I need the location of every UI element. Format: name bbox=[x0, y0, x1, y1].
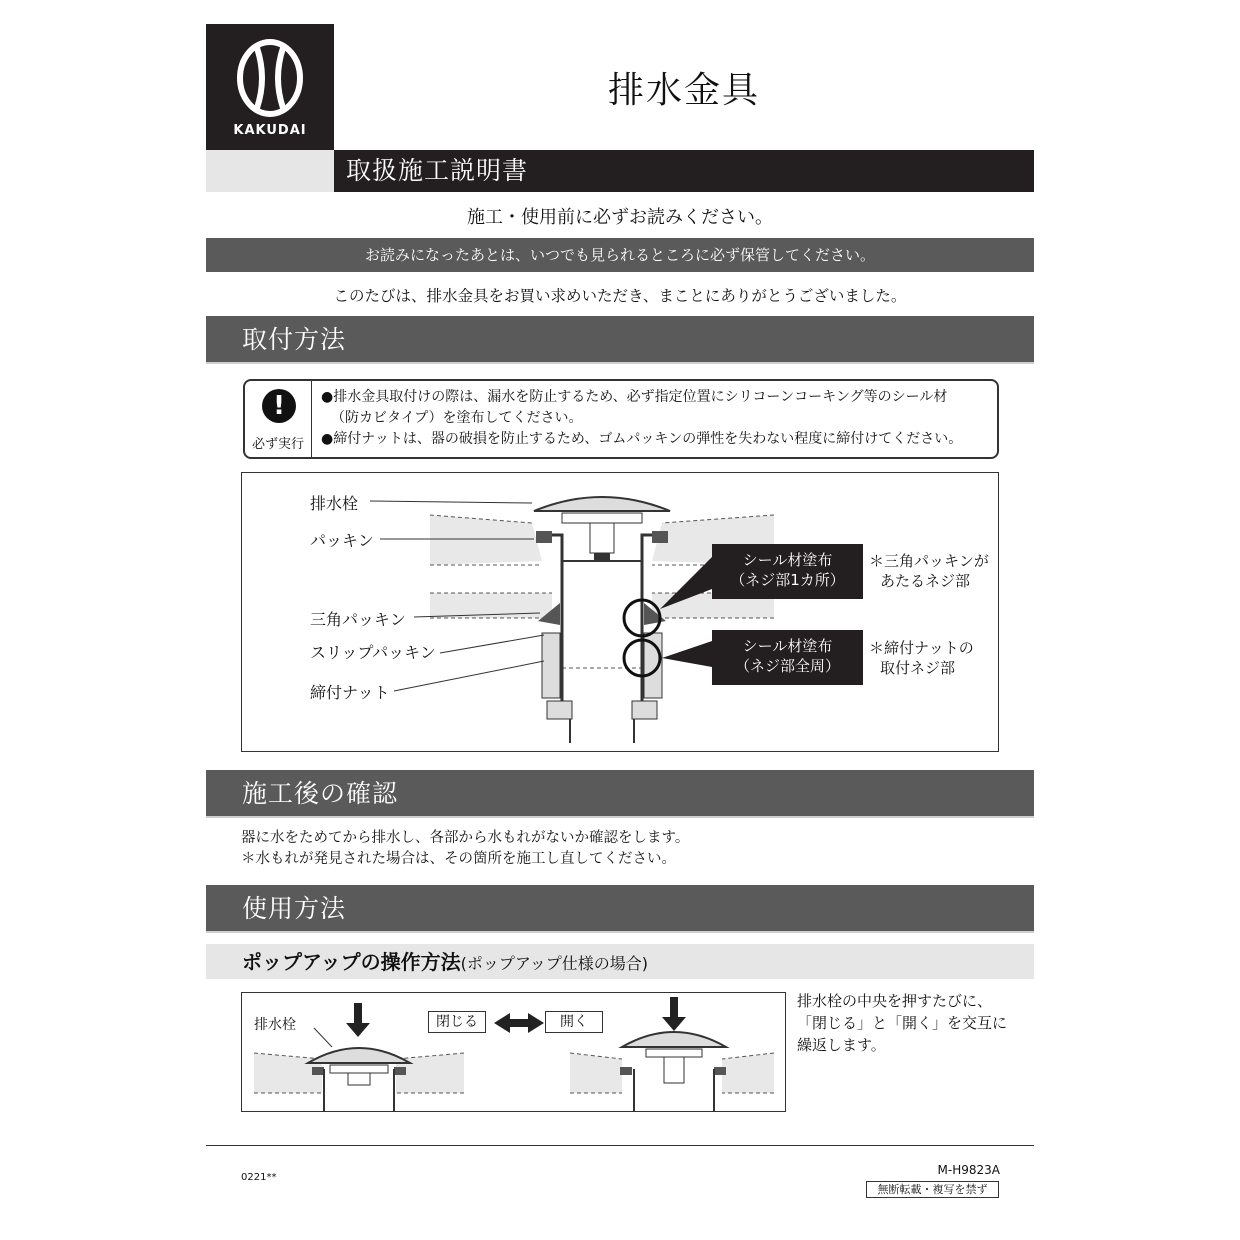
logo-mark-icon bbox=[235, 38, 305, 118]
note-line: あたるネジ部 bbox=[880, 572, 971, 590]
caution-box bbox=[243, 379, 999, 459]
keep-notice-bar: お読みになったあとは、いつでも見られるところに必ず保管してください。 bbox=[206, 238, 1034, 272]
desc-line: 「閉じる」と「開く」を交互に bbox=[797, 1014, 1008, 1032]
callout-line: シール材塗布 bbox=[742, 637, 833, 655]
check-line: ＊水もれが発見された場合は、その箇所を施工し直してください。 bbox=[241, 851, 676, 867]
sealant-callout-full-thread bbox=[712, 630, 863, 685]
thanks-text: このたびは、排水金具をお買い求めいただき、まことにありがとうございました。 bbox=[333, 287, 907, 305]
caution-line: ●排水金具取付けの際は、漏水を防止するため、必ず指定位置にシリコーンコーキング等のシール材 bbox=[321, 389, 948, 405]
popup-sub-heading bbox=[206, 944, 1034, 979]
label-triangle-packing: 三角パッキン bbox=[310, 610, 406, 629]
callout-line: （ネジ部1カ所） bbox=[730, 571, 845, 589]
document-title-bar: 取扱施工説明書 bbox=[334, 150, 1034, 192]
desc-line: 繰返します。 bbox=[797, 1036, 886, 1054]
section-check-heading: 施工後の確認 bbox=[206, 770, 1034, 816]
popup-diagram bbox=[241, 992, 786, 1112]
popup-description bbox=[797, 990, 1007, 1056]
callout-line: シール材塗布 bbox=[742, 551, 833, 569]
installation-diagram bbox=[241, 472, 999, 752]
popup-plug-label: 排水栓 bbox=[254, 1017, 296, 1033]
label-tightening-nut: 締付ナット bbox=[310, 683, 390, 702]
footer-divider bbox=[206, 1145, 1034, 1146]
note-nut-thread bbox=[869, 638, 974, 678]
label-drain-plug: 排水栓 bbox=[310, 494, 359, 513]
logo-text: KAKUDAI bbox=[233, 123, 307, 138]
print-code: 0221** bbox=[241, 1172, 277, 1183]
title-bar-accent bbox=[206, 150, 334, 192]
callout-line: （ネジ部全周） bbox=[734, 657, 840, 675]
check-text bbox=[241, 828, 689, 870]
product-title: 排水金具 bbox=[607, 70, 760, 111]
section-usage-heading: 使用方法 bbox=[206, 885, 1034, 931]
read-notice: 施工・使用前に必ずお読みください。 bbox=[467, 207, 773, 228]
section-install-heading: 取付方法 bbox=[206, 316, 1034, 362]
note-line: 取付ネジ部 bbox=[880, 659, 956, 677]
sub-heading-main: ポップアップの操作方法 bbox=[242, 950, 461, 974]
must-do-label: 必ず実行 bbox=[251, 437, 304, 452]
note-triangle-thread bbox=[869, 551, 989, 591]
caution-line: （防カビタイプ）を塗布してください。 bbox=[331, 410, 583, 426]
note-line: ＊三角パッキンが bbox=[869, 552, 989, 570]
label-packing: パッキン bbox=[310, 531, 374, 550]
sealant-callout-one-spot bbox=[712, 544, 863, 599]
sub-heading-paren: (ポップアップ仕様の場合) bbox=[460, 954, 648, 973]
copyright-notice: 無断転載・複写を禁ず bbox=[866, 1181, 999, 1198]
note-line: ＊締付ナットの bbox=[869, 639, 974, 657]
label-slip-packing: スリップパッキン bbox=[310, 643, 436, 662]
close-label: 閉じる bbox=[428, 1011, 486, 1033]
document-number: M-H9823A bbox=[937, 1163, 1000, 1177]
caution-icon-cell bbox=[245, 381, 312, 457]
popup-illustration bbox=[242, 993, 785, 1111]
exclamation-icon: ! bbox=[262, 389, 296, 423]
caution-text bbox=[321, 387, 997, 450]
desc-line: 排水栓の中央を押すたびに、 bbox=[797, 992, 993, 1010]
open-label: 開く bbox=[545, 1011, 603, 1033]
caution-line: ●締付ナットは、器の破損を防止するため、ゴムパッキンの弾性を失わない程度に締付けてください。 bbox=[321, 431, 963, 447]
check-line: 器に水をためてから排水し、各部から水もれがないか確認をします。 bbox=[241, 830, 690, 846]
kakudai-logo bbox=[206, 24, 334, 150]
